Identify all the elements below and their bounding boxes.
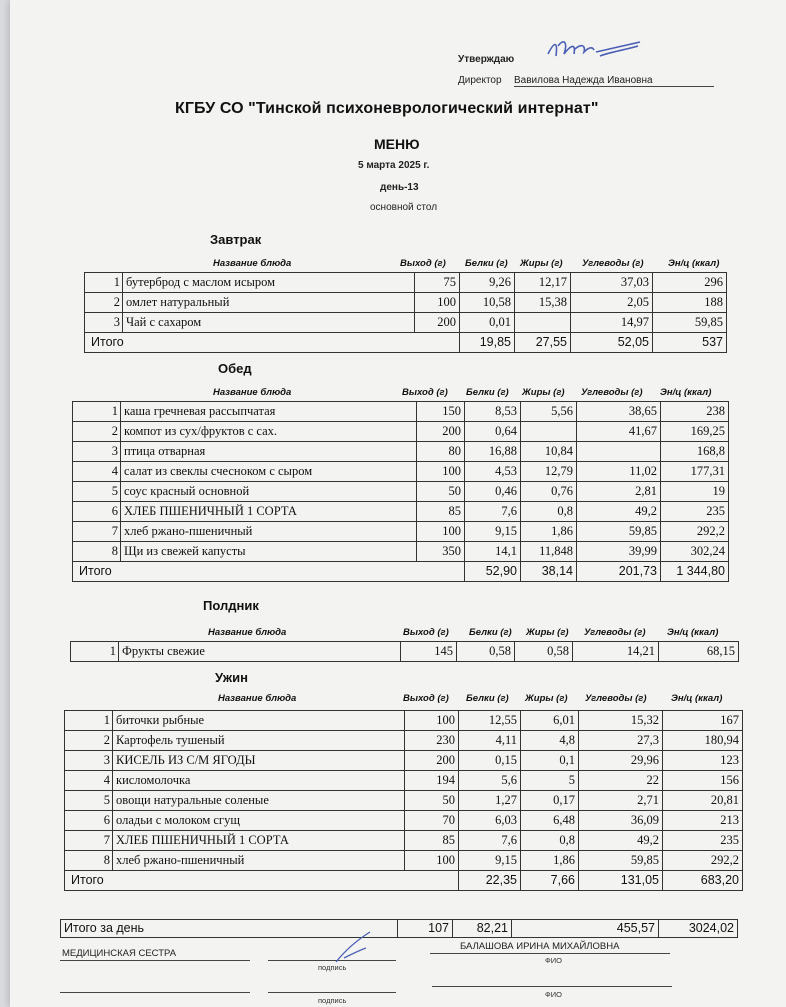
dish-carbs: 14,97 — [571, 313, 653, 333]
dish-energy: 59,85 — [653, 313, 727, 333]
col-fat: Жиры (г) — [526, 627, 569, 638]
dish-fat: 6,48 — [521, 811, 579, 831]
dish-protein: 14,1 — [465, 542, 521, 562]
table-row — [73, 462, 729, 482]
dish-name: птица отварная — [121, 442, 417, 462]
dish-output: 230 — [405, 731, 459, 751]
dish-protein: 9,15 — [459, 851, 521, 871]
dish-output: 80 — [417, 442, 465, 462]
table-row — [85, 273, 727, 293]
dish-carbs: 38,65 — [577, 402, 661, 422]
dish-energy: 169,25 — [661, 422, 729, 442]
total-fat: 38,14 — [521, 562, 577, 582]
dish-energy: 238 — [661, 402, 729, 422]
dish-carbs: 15,32 — [579, 711, 663, 731]
dish-energy: 177,31 — [661, 462, 729, 482]
dish-output: 200 — [415, 313, 460, 333]
table-row — [73, 542, 729, 562]
day-total-protein: 82,21 — [453, 920, 512, 938]
dish-fat: 5 — [521, 771, 579, 791]
sign-caption-2: подпись — [318, 996, 347, 1005]
dish-energy: 235 — [661, 502, 729, 522]
table-row — [65, 831, 743, 851]
dish-energy: 213 — [663, 811, 743, 831]
row-number: 1 — [71, 642, 119, 662]
dish-fat: 0,76 — [521, 482, 577, 502]
col-name: Название блюда — [218, 693, 297, 704]
dish-name: хлеб ржано-пшеничный — [113, 851, 405, 871]
dish-protein: 0,64 — [465, 422, 521, 442]
col-fat: Жиры (г) — [525, 693, 568, 704]
dish-name: Щи из свежей капусты — [121, 542, 417, 562]
table-row — [73, 482, 729, 502]
dish-output: 50 — [417, 482, 465, 502]
nurse-name-line — [430, 953, 670, 954]
dish-fat: 5,56 — [521, 402, 577, 422]
dish-fat: 1,86 — [521, 851, 579, 871]
director-signature — [540, 32, 650, 68]
row-number: 2 — [73, 422, 121, 442]
dish-energy: 302,24 — [661, 542, 729, 562]
dish-name: Фрукты свежие — [119, 642, 401, 662]
dish-name: хлеб ржано-пшеничный — [121, 522, 417, 542]
dish-carbs: 59,85 — [579, 851, 663, 871]
row-number: 3 — [85, 313, 123, 333]
col-output: Выход (г) — [403, 693, 449, 704]
dish-fat: 0,1 — [521, 751, 579, 771]
table-row — [73, 422, 729, 442]
dish-protein: 4,53 — [465, 462, 521, 482]
dish-name: омлет натуральный — [123, 293, 415, 313]
dish-protein: 0,15 — [459, 751, 521, 771]
dish-energy: 292,2 — [663, 851, 743, 871]
dish-output: 200 — [417, 422, 465, 442]
total-carbs: 52,05 — [571, 333, 653, 353]
total-row — [65, 871, 743, 891]
col-energy: Эн/ц (ккал) — [671, 693, 723, 704]
row-number: 7 — [73, 522, 121, 542]
dish-protein: 0,46 — [465, 482, 521, 502]
total-fat: 27,55 — [515, 333, 571, 353]
row-number: 6 — [73, 502, 121, 522]
dish-fat: 12,17 — [515, 273, 571, 293]
col-output: Выход (г) — [400, 258, 446, 269]
total-label: Итого — [65, 871, 459, 891]
table-row — [65, 771, 743, 791]
dish-output: 200 — [405, 751, 459, 771]
total-carbs: 131,05 — [579, 871, 663, 891]
dish-name: каша гречневая рассыпчатая — [121, 402, 417, 422]
dish-carbs: 27,3 — [579, 731, 663, 751]
dish-energy: 167 — [663, 711, 743, 731]
row-number: 8 — [65, 851, 113, 871]
dish-fat: 10,84 — [521, 442, 577, 462]
dish-protein: 7,6 — [459, 831, 521, 851]
dish-carbs: 22 — [579, 771, 663, 791]
dish-output: 70 — [405, 811, 459, 831]
table-row — [73, 442, 729, 462]
table-row — [85, 313, 727, 333]
dish-protein: 1,27 — [459, 791, 521, 811]
total-energy: 537 — [653, 333, 727, 353]
table-row — [65, 851, 743, 871]
col-protein: Белки (г) — [465, 258, 508, 269]
col-carbs: Углеводы (г) — [581, 387, 643, 398]
row-number: 2 — [65, 731, 113, 751]
total-protein: 19,85 — [460, 333, 515, 353]
dish-carbs: 41,67 — [577, 422, 661, 442]
menu-title: МЕНЮ — [374, 136, 420, 152]
total-label: Итого — [85, 333, 460, 353]
table-row — [65, 791, 743, 811]
dish-output: 85 — [405, 831, 459, 851]
dish-name: соус красный основной — [121, 482, 417, 502]
row-number: 3 — [65, 751, 113, 771]
row-number: 8 — [73, 542, 121, 562]
total-energy: 683,20 — [663, 871, 743, 891]
col-output: Выход (г) — [403, 627, 449, 638]
col-carbs: Углеводы (г) — [584, 627, 646, 638]
nurse-label: МЕДИЦИНСКАЯ СЕСТРА — [62, 948, 177, 959]
dish-carbs — [577, 442, 661, 462]
dish-output: 75 — [415, 273, 460, 293]
dish-protein: 8,53 — [465, 402, 521, 422]
dish-output: 100 — [405, 711, 459, 731]
day-total-carbs: 455,57 — [512, 920, 659, 938]
total-row — [85, 333, 727, 353]
second-sign-line — [268, 992, 396, 993]
row-number: 1 — [73, 402, 121, 422]
col-name: Название блюда — [213, 387, 292, 398]
dish-carbs: 2,81 — [577, 482, 661, 502]
dish-name: биточки рыбные — [113, 711, 405, 731]
dish-protein: 6,03 — [459, 811, 521, 831]
dish-output: 50 — [405, 791, 459, 811]
col-energy: Эн/ц (ккал) — [668, 258, 720, 269]
dish-fat: 1,86 — [521, 522, 577, 542]
breakfast-title: Завтрак — [210, 232, 262, 247]
dish-output: 100 — [417, 522, 465, 542]
table-row — [71, 642, 739, 662]
dish-protein: 4,11 — [459, 731, 521, 751]
dish-name: Чай с сахаром — [123, 313, 415, 333]
dish-protein: 12,55 — [459, 711, 521, 731]
row-number: 6 — [65, 811, 113, 831]
dish-name: ХЛЕБ ПШЕНИЧНЫЙ 1 СОРТА — [121, 502, 417, 522]
dish-name: ХЛЕБ ПШЕНИЧНЫЙ 1 СОРТА — [113, 831, 405, 851]
table-row — [65, 751, 743, 771]
total-energy: 1 344,80 — [661, 562, 729, 582]
table-row — [73, 402, 729, 422]
dish-name: Картофель тушеный — [113, 731, 405, 751]
snack-title: Полдник — [203, 598, 259, 613]
row-number: 2 — [85, 293, 123, 313]
row-number: 4 — [73, 462, 121, 482]
dish-energy: 20,81 — [663, 791, 743, 811]
table-row — [65, 731, 743, 751]
dish-fat: 0,8 — [521, 831, 579, 851]
dish-fat: 6,01 — [521, 711, 579, 731]
col-fat: Жиры (г) — [522, 387, 565, 398]
dish-protein: 7,6 — [465, 502, 521, 522]
organization-title: КГБУ СО "Тинской психоневрологический интернат" — [175, 100, 599, 117]
day-total-row — [60, 919, 738, 938]
dish-carbs: 14,21 — [573, 642, 659, 662]
dish-carbs: 2,71 — [579, 791, 663, 811]
dish-name: оладьи с молоком сгущ — [113, 811, 405, 831]
second-name-line — [432, 986, 672, 987]
day-total-energy: 3024,02 — [659, 920, 738, 938]
dish-name: кисломолочка — [113, 771, 405, 791]
dish-energy: 292,2 — [661, 522, 729, 542]
dish-protein: 9,26 — [460, 273, 515, 293]
dinner-title: Ужин — [215, 670, 248, 685]
nurse-name: БАЛАШОВА ИРИНА МИХАЙЛОВНА — [460, 941, 620, 952]
dinner-table — [64, 710, 743, 891]
dish-protein: 0,01 — [460, 313, 515, 333]
col-energy: Эн/ц (ккал) — [667, 627, 719, 638]
dish-output: 100 — [417, 462, 465, 482]
dish-protein: 0,58 — [457, 642, 515, 662]
dish-fat: 0,8 — [521, 502, 577, 522]
dish-name: компот из сух/фруктов с сах. — [121, 422, 417, 442]
total-carbs: 201,73 — [577, 562, 661, 582]
col-output: Выход (г) — [402, 387, 448, 398]
approve-label: Утверждаю — [458, 54, 515, 65]
dish-carbs: 49,2 — [579, 831, 663, 851]
total-protein: 52,90 — [465, 562, 521, 582]
total-protein: 22,35 — [459, 871, 521, 891]
dish-name: бутерброд с маслом исыром — [123, 273, 415, 293]
dish-fat — [521, 422, 577, 442]
row-number: 7 — [65, 831, 113, 851]
col-fat: Жиры (г) — [520, 258, 563, 269]
fio-caption-2: ФИО — [545, 990, 562, 999]
table-row — [73, 502, 729, 522]
dish-energy: 68,15 — [659, 642, 739, 662]
dish-protein: 5,6 — [459, 771, 521, 791]
col-carbs: Углеводы (г) — [585, 693, 647, 704]
dish-fat: 11,848 — [521, 542, 577, 562]
breakfast-table — [84, 272, 727, 353]
director-name: Вавилова Надежда Ивановна — [514, 75, 714, 87]
dish-output: 100 — [405, 851, 459, 871]
dish-carbs: 11,02 — [577, 462, 661, 482]
col-energy: Эн/ц (ккал) — [660, 387, 712, 398]
dish-carbs: 39,99 — [577, 542, 661, 562]
row-number: 4 — [65, 771, 113, 791]
day-total-label: Итого за день — [61, 920, 398, 938]
dish-protein: 10,58 — [460, 293, 515, 313]
dish-carbs: 36,09 — [579, 811, 663, 831]
total-fat: 7,66 — [521, 871, 579, 891]
table-row — [73, 522, 729, 542]
col-name: Название блюда — [208, 627, 287, 638]
row-number: 3 — [73, 442, 121, 462]
dish-output: 150 — [417, 402, 465, 422]
dish-protein: 9,15 — [465, 522, 521, 542]
table-row — [85, 293, 727, 313]
dish-energy: 235 — [663, 831, 743, 851]
day-total-output: 107 — [398, 920, 453, 938]
fio-caption: ФИО — [545, 956, 562, 965]
dish-output: 100 — [415, 293, 460, 313]
dish-fat: 4,8 — [521, 731, 579, 751]
total-label: Итого — [73, 562, 465, 582]
dish-name: КИСЕЛЬ ИЗ С/М ЯГОДЫ — [113, 751, 405, 771]
menu-date: 5 марта 2025 г. — [358, 160, 430, 171]
lunch-table — [72, 401, 729, 582]
dish-output: 350 — [417, 542, 465, 562]
dish-fat: 12,79 — [521, 462, 577, 482]
dish-fat: 0,17 — [521, 791, 579, 811]
menu-day: день-13 — [380, 182, 419, 193]
col-name: Название блюда — [213, 258, 292, 269]
dish-energy: 168,8 — [661, 442, 729, 462]
dish-carbs: 49,2 — [577, 502, 661, 522]
lunch-title: Обед — [218, 361, 252, 376]
dish-energy: 19 — [661, 482, 729, 502]
dish-energy: 296 — [653, 273, 727, 293]
sign-caption: подпись — [318, 963, 347, 972]
col-carbs: Углеводы (г) — [582, 258, 644, 269]
row-number: 1 — [85, 273, 123, 293]
col-protein: Белки (г) — [469, 627, 512, 638]
row-number: 5 — [65, 791, 113, 811]
table-row — [65, 811, 743, 831]
dish-carbs: 59,85 — [577, 522, 661, 542]
dish-fat — [515, 313, 571, 333]
col-protein: Белки (г) — [466, 387, 509, 398]
table-row — [65, 711, 743, 731]
dish-energy: 188 — [653, 293, 727, 313]
dish-energy: 180,94 — [663, 731, 743, 751]
row-number: 5 — [73, 482, 121, 502]
dish-fat: 0,58 — [515, 642, 573, 662]
dish-name: салат из свеклы счесноком с сыром — [121, 462, 417, 482]
snack-table — [70, 641, 739, 662]
total-row — [73, 562, 729, 582]
second-role-line — [60, 992, 250, 993]
dish-fat: 15,38 — [515, 293, 571, 313]
diet-type: основной стол — [370, 202, 438, 213]
row-number: 1 — [65, 711, 113, 731]
dish-energy: 156 — [663, 771, 743, 791]
dish-energy: 123 — [663, 751, 743, 771]
dish-output: 85 — [417, 502, 465, 522]
dish-output: 145 — [401, 642, 457, 662]
col-protein: Белки (г) — [466, 693, 509, 704]
director-label: Директор — [458, 75, 502, 86]
dish-carbs: 29,96 — [579, 751, 663, 771]
dish-output: 194 — [405, 771, 459, 791]
nurse-line — [60, 960, 250, 961]
dish-protein: 16,88 — [465, 442, 521, 462]
dish-carbs: 37,03 — [571, 273, 653, 293]
dish-carbs: 2,05 — [571, 293, 653, 313]
nurse-signature — [330, 928, 380, 968]
dish-name: овощи натуральные соленые — [113, 791, 405, 811]
